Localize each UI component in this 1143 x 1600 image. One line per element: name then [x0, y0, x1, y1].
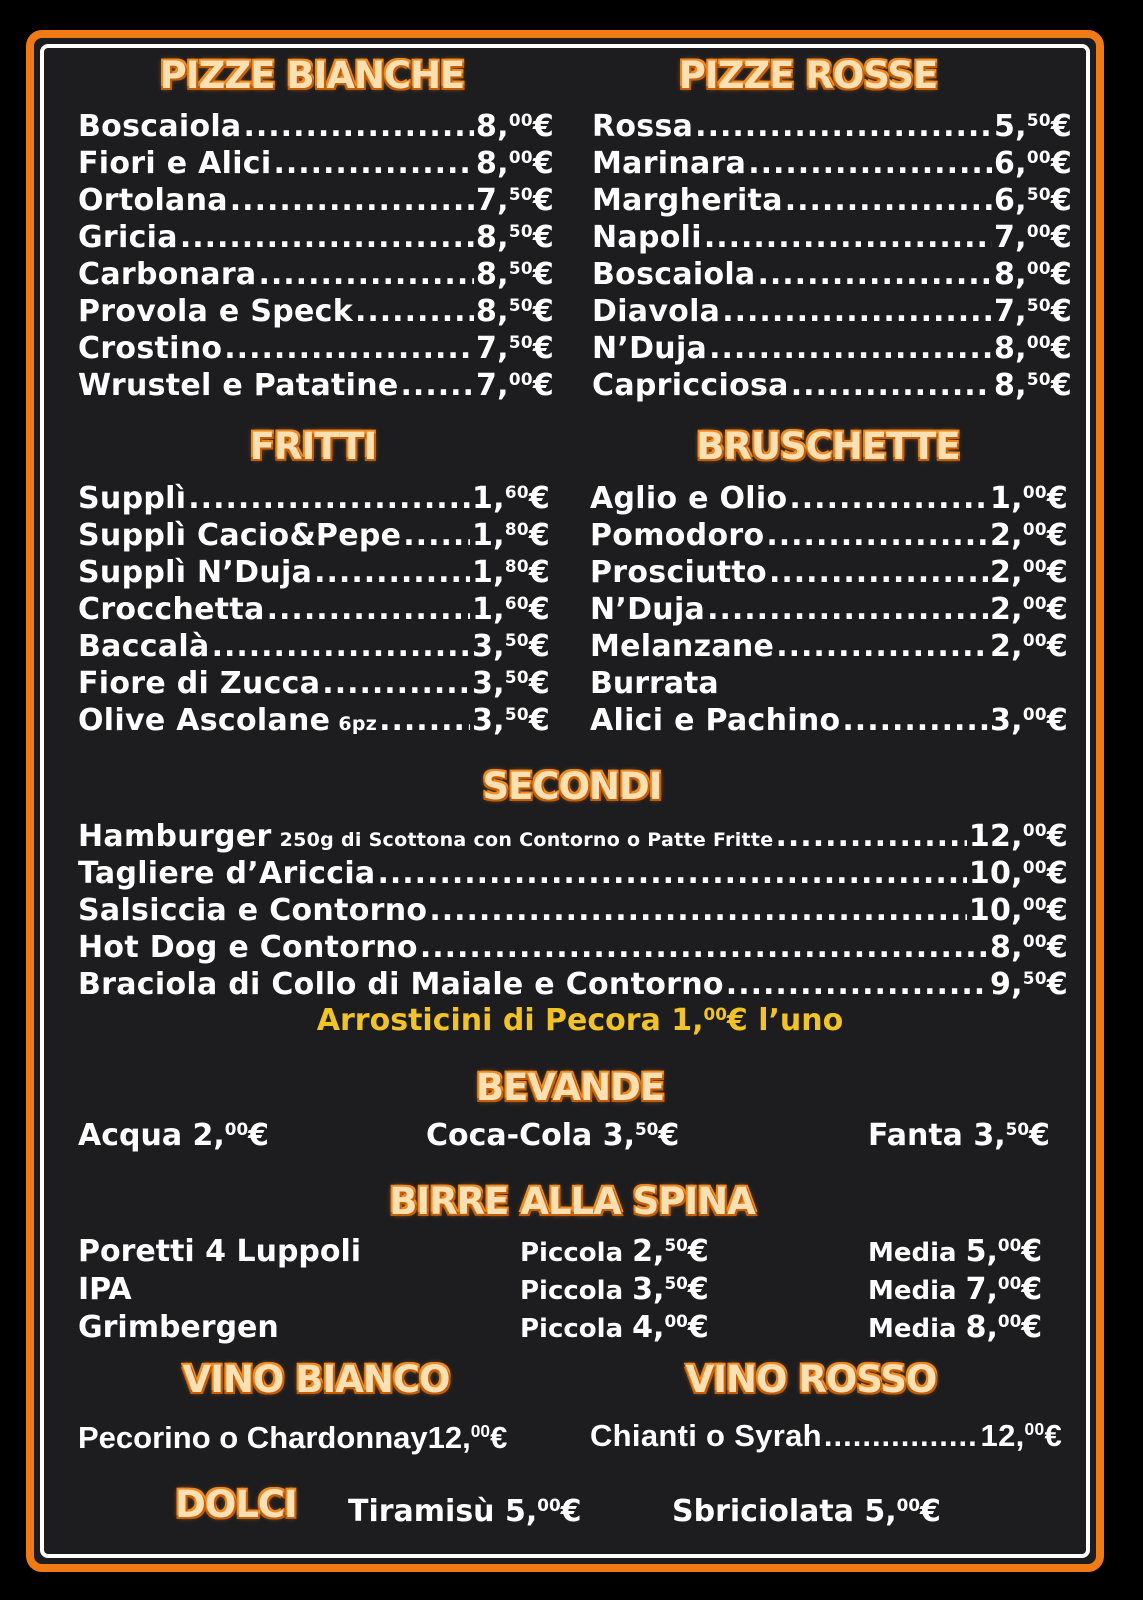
currency-symbol: € [1046, 856, 1068, 891]
item-name: Melanzane [590, 629, 775, 664]
beer-size-label: Piccola [520, 1314, 633, 1344]
dot-leader [230, 182, 474, 219]
price-decimals: 00 [1026, 220, 1051, 241]
item-name: Fiori e Alici [78, 146, 272, 181]
currency-symbol: € [687, 1234, 709, 1269]
item-name: Gricia [78, 220, 178, 255]
item-price: 8,00€ [475, 109, 554, 144]
currency-symbol: € [1050, 368, 1072, 403]
item-name: Carbonara [78, 257, 257, 292]
section-title-pizze-bianche: PIZZE BIANCHE [159, 54, 465, 97]
currency-symbol: € [248, 1118, 270, 1153]
item-name: Ortolana [78, 183, 228, 218]
menu-item [592, 182, 1072, 219]
dot-leader [258, 256, 474, 293]
price-decimals: 00 [896, 1494, 921, 1515]
item-price: 12,00€ [427, 1420, 508, 1455]
section-title-bruschette: BRUSCHETTE [696, 425, 960, 468]
item-name: Salsiccia e Contorno [78, 893, 428, 928]
item-price: 10,00€ [968, 856, 1068, 891]
price-decimals: 50 [1026, 368, 1051, 389]
item-price: 7,00€ [965, 1272, 1043, 1307]
currency-symbol: € [532, 294, 554, 329]
dot-leader [776, 628, 988, 665]
price-decimals: 50 [504, 666, 529, 687]
dot-leader [776, 818, 967, 855]
price-decimals: 00 [224, 1118, 249, 1139]
currency-symbol: € [528, 592, 550, 627]
currency-symbol: € [532, 183, 554, 218]
item-price: 7,00€ [475, 368, 554, 403]
item-price: 1,80€ [471, 555, 550, 590]
item-price: 7,00€ [993, 220, 1072, 255]
item-price: 1,60€ [471, 592, 550, 627]
price-decimals: 60 [504, 481, 529, 502]
dot-leader [789, 480, 988, 517]
price-decimals: 50 [508, 257, 533, 278]
menu-item [78, 966, 1068, 1003]
menu-item [590, 554, 1068, 591]
currency-symbol: € [687, 1272, 709, 1307]
currency-symbol: € [532, 257, 554, 292]
beer-name: IPA [78, 1272, 132, 1307]
item-name: Rossa [592, 109, 694, 144]
price-decimals: 00 [1022, 893, 1047, 914]
menu-item [78, 219, 554, 256]
section-title-pizze-rosse: PIZZE ROSSE [678, 54, 938, 97]
dot-leader [403, 517, 470, 554]
item-price: 6,50€ [993, 183, 1072, 218]
menu-item [590, 591, 1068, 628]
dot-leader [273, 145, 474, 182]
item-name: Supplì Cacio&Pepe [78, 518, 402, 553]
menu-item [78, 892, 1068, 929]
currency-symbol: € [528, 481, 550, 516]
dot-leader [379, 702, 470, 739]
item-price: 8,50€ [475, 220, 554, 255]
item-name: Crostino [78, 331, 223, 366]
price-decimals: 00 [997, 1234, 1022, 1255]
dot-leader [757, 256, 992, 293]
currency-symbol: € [532, 331, 554, 366]
menu-item [78, 293, 554, 330]
menu-item [592, 367, 1072, 404]
item-name: Hamburger [78, 819, 272, 854]
item-name: Diavola [592, 294, 721, 329]
item-price: 5,50€ [993, 109, 1072, 144]
currency-symbol: € [1046, 930, 1068, 965]
item-price: 7,50€ [993, 294, 1072, 329]
item-price: 2,00€ [989, 592, 1068, 627]
currency-symbol: € [528, 555, 550, 590]
section-title-vino-rosso: VINO ROSSO [685, 1358, 937, 1401]
dot-leader [429, 892, 967, 929]
wine-white-item: Pecorino o Chardonnay12,00€ [78, 1420, 508, 1455]
price-decimals: 00 [1022, 930, 1047, 951]
menu-item [78, 855, 1068, 892]
dot-leader [722, 293, 992, 330]
item-price: 1,60€ [471, 481, 550, 516]
item-name: Provola e Speck [78, 294, 353, 329]
currency-symbol: € [1046, 481, 1068, 516]
currency-symbol: € [1050, 257, 1072, 292]
item-price: 3,50€ [471, 629, 550, 664]
dot-leader [707, 591, 988, 628]
item-name: Prosciutto [590, 555, 767, 590]
currency-symbol: € [490, 1420, 508, 1455]
currency-symbol: € [1046, 629, 1068, 664]
menu-item [78, 367, 554, 404]
price-decimals: 00 [1022, 481, 1047, 502]
price-decimals: 50 [1026, 294, 1051, 315]
item-name: Aglio e Olio [590, 481, 788, 516]
item-name: N’Duja [590, 592, 706, 627]
price-decimals: 00 [1024, 1419, 1045, 1440]
price-decimals: 00 [1022, 819, 1047, 840]
section-title-birre-alla-spina: BIRRE ALLA SPINA [389, 1180, 755, 1223]
price-decimals: 50 [664, 1234, 688, 1255]
price-decimals: 00 [1022, 703, 1047, 724]
price-decimals: 50 [504, 629, 529, 650]
menu-item [592, 330, 1072, 367]
item-price: 2,00€ [989, 518, 1068, 553]
item-price: 7,50€ [475, 331, 554, 366]
item-note: 250g di Scottona con Contorno o Patte Fritte [279, 829, 774, 851]
dot-leader [267, 591, 470, 628]
dot-leader [377, 855, 966, 892]
currency-symbol: € [1029, 1118, 1050, 1153]
menu-item [592, 256, 1072, 293]
price-decimals: 80 [504, 555, 529, 576]
section-title-secondi: SECONDI [482, 765, 662, 808]
item-price: 3,50€ [471, 703, 550, 738]
dot-leader [766, 517, 988, 554]
item-name: Pomodoro [590, 518, 765, 553]
menu-item [590, 480, 1068, 517]
price-decimals: 00 [1022, 518, 1047, 539]
currency-symbol: € [1046, 967, 1068, 1002]
menu-item [78, 182, 554, 219]
currency-symbol: € [1046, 819, 1068, 854]
currency-symbol: € [528, 629, 550, 664]
menu-item [78, 256, 554, 293]
item-price: 4,00€ [632, 1310, 709, 1345]
currency-symbol: € [1046, 592, 1068, 627]
section-title-bevande: BEVANDE [475, 1066, 665, 1109]
item-name: Supplì N’Duja [78, 555, 313, 590]
currency-symbol: € [1050, 294, 1072, 329]
dot-leader [785, 182, 992, 219]
item-price: 5,00€ [965, 1234, 1043, 1269]
currency-symbol: € [658, 1118, 680, 1153]
beer-small-price [520, 1272, 709, 1307]
item-price: 8,00€ [475, 146, 554, 181]
item-price: 2,00€ [989, 629, 1068, 664]
item-name: Wrustel e Patatine [78, 368, 399, 403]
item-price: 8,50€ [993, 368, 1072, 403]
currency-symbol: € [560, 1494, 582, 1529]
dot-leader [224, 330, 474, 367]
item-price: 2,50€ [632, 1234, 709, 1269]
item-price: 3,50€ [632, 1272, 709, 1307]
item-name: Braciola di Collo di Maiale e Contorno [78, 967, 724, 1002]
item-name: Alici e Pachino [590, 703, 841, 738]
currency-symbol: € [920, 1494, 941, 1529]
item-price: 8,00€ [993, 257, 1072, 292]
menu-item [590, 517, 1068, 554]
price-decimals: 00 [508, 368, 533, 389]
beer-medium-price [868, 1272, 1042, 1307]
dot-leader [401, 367, 474, 404]
item-price: 8,00€ [993, 331, 1072, 366]
menu-item-burrata-line: Burrata [590, 666, 719, 701]
currency-symbol: € [1050, 183, 1072, 218]
beer-size-label: Media [868, 1314, 966, 1344]
currency-symbol: € [1050, 146, 1072, 181]
item-price: 8,50€ [475, 294, 554, 329]
dot-leader [695, 108, 992, 145]
price-decimals: 00 [508, 109, 533, 130]
menu-item [78, 480, 550, 517]
item-name: Hot Dog e Contorno [78, 930, 418, 965]
item-name: Crocchetta [78, 592, 265, 627]
dot-leader [791, 367, 992, 404]
price-decimals: 00 [664, 1310, 688, 1331]
dot-leader [842, 702, 988, 739]
menu-item [590, 702, 1068, 739]
currency-symbol: € [1046, 703, 1068, 738]
currency-symbol: € [1050, 331, 1072, 366]
beer-small-price [520, 1234, 709, 1269]
price-decimals: 00 [703, 1003, 727, 1024]
dot-leader [314, 554, 470, 591]
dot-leader [355, 293, 474, 330]
item-price: 12,00€ [968, 819, 1068, 854]
price-decimals: 00 [508, 146, 533, 167]
menu-item [592, 293, 1072, 330]
section-title-vino-bianco: VINO BIANCO [182, 1358, 450, 1401]
dot-leader [824, 1417, 979, 1454]
menu-item [78, 702, 550, 739]
currency-symbol: € [1050, 109, 1072, 144]
item-name: Margherita [592, 183, 783, 218]
menu-item [78, 517, 550, 554]
item-price: 3,50€ [471, 666, 550, 701]
menu-item [592, 219, 1072, 256]
price-decimals: 00 [1022, 856, 1047, 877]
drink-item: Acqua 2,00€ [78, 1118, 270, 1153]
currency-symbol: € [1050, 220, 1072, 255]
menu-item [78, 665, 550, 702]
dot-leader [709, 330, 992, 367]
currency-symbol: € [1046, 893, 1068, 928]
price-decimals: 50 [508, 294, 533, 315]
item-price: 2,00€ [989, 555, 1068, 590]
currency-symbol: € [528, 518, 550, 553]
beer-size-label: Piccola [520, 1276, 633, 1306]
menu-item [590, 1417, 1062, 1454]
item-name: Tagliere d’Ariccia [78, 856, 376, 891]
section-title-dolci: DOLCI [175, 1483, 297, 1526]
dessert-item: Sbriciolata 5,00€ [672, 1494, 941, 1529]
section-title-fritti: FRITTI [249, 425, 377, 468]
price-decimals: 60 [504, 592, 529, 613]
price-decimals: 00 [1022, 592, 1047, 613]
dot-leader [726, 966, 988, 1003]
beer-medium-price [868, 1310, 1042, 1345]
item-price: 8,00€ [989, 930, 1068, 965]
dot-leader [748, 145, 992, 182]
dot-leader [420, 929, 988, 966]
item-price: 12,00€ [980, 1418, 1062, 1453]
currency-symbol: € [1044, 1418, 1062, 1453]
dot-leader [188, 480, 470, 517]
item-price: 3,00€ [989, 703, 1068, 738]
arrosticini-note: Arrosticini di Pecora 1,00€ l’uno [316, 1003, 844, 1038]
price-decimals: 50 [1026, 109, 1051, 130]
price-decimals: 00 [470, 1421, 491, 1442]
price-decimals: 50 [504, 703, 529, 724]
item-name: Supplì [78, 481, 187, 516]
item-name: Fiore di Zucca [78, 666, 321, 701]
item-price: 8,50€ [475, 257, 554, 292]
item-price: 10,00€ [968, 893, 1068, 928]
price-decimals: 00 [1026, 146, 1051, 167]
item-price: 1,80€ [471, 518, 550, 553]
item-name: Olive Ascolane [78, 703, 331, 738]
beer-small-price [520, 1310, 709, 1345]
price-decimals: 50 [508, 331, 533, 352]
dot-leader [322, 665, 470, 702]
item-name: Marinara [592, 146, 747, 181]
item-price: 9,50€ [989, 967, 1068, 1002]
price-decimals: 80 [504, 518, 529, 539]
beer-name: Poretti 4 Luppoli [78, 1234, 362, 1269]
price-decimals: 50 [664, 1272, 688, 1293]
currency-symbol: € [528, 703, 550, 738]
item-price: 1,00€ [989, 481, 1068, 516]
price-decimals: 50 [1022, 967, 1047, 988]
price-decimals: 50 [1026, 183, 1051, 204]
dot-leader [180, 219, 474, 256]
item-name: Boscaiola [78, 109, 242, 144]
menu-item [78, 818, 1068, 855]
menu-item [78, 330, 554, 367]
price-decimals: 00 [1026, 331, 1051, 352]
item-name: Napoli [592, 220, 702, 255]
beer-size-label: Piccola [520, 1238, 633, 1268]
price-decimals: 00 [997, 1272, 1022, 1293]
dot-leader [243, 108, 474, 145]
currency-symbol: € [1021, 1234, 1043, 1269]
price-decimals: 50 [634, 1118, 659, 1139]
item-price: 8,00€ [965, 1310, 1043, 1345]
currency-symbol: € [532, 109, 554, 144]
item-name: Chianti o Syrah [590, 1418, 822, 1453]
currency-symbol: € [532, 146, 554, 181]
item-price: 7,50€ [475, 183, 554, 218]
dot-leader [212, 628, 470, 665]
menu-item [592, 145, 1072, 182]
dot-leader [769, 554, 988, 591]
menu-item [590, 628, 1068, 665]
beer-name: Grimbergen [78, 1310, 279, 1345]
price-decimals: 50 [1005, 1118, 1029, 1139]
dot-leader [704, 219, 992, 256]
currency-symbol: € [1021, 1272, 1043, 1307]
currency-symbol: € [532, 368, 554, 403]
price-decimals: 50 [508, 220, 533, 241]
price-decimals: 00 [1022, 629, 1047, 650]
price-decimals: 50 [508, 183, 533, 204]
beer-medium-price [868, 1234, 1042, 1269]
beer-size-label: Media [868, 1238, 966, 1268]
currency-symbol: € [1046, 518, 1068, 553]
price-decimals: 00 [1026, 257, 1051, 278]
currency-symbol: € [1046, 555, 1068, 590]
item-name: Boscaiola [592, 257, 756, 292]
drink-item: Fanta 3,50€ [868, 1118, 1050, 1153]
menu-item [78, 145, 554, 182]
menu-item [78, 628, 550, 665]
currency-symbol: € [1021, 1310, 1043, 1345]
menu-item [592, 108, 1072, 145]
item-note: 6pz [338, 713, 378, 735]
beer-size-label: Media [868, 1276, 966, 1306]
price-decimals: 00 [997, 1310, 1022, 1331]
price-decimals: 00 [1022, 555, 1047, 576]
menu-item [78, 591, 550, 628]
item-name: Baccalà [78, 629, 210, 664]
item-price: 6,00€ [993, 146, 1072, 181]
dessert-item: Tiramisù 5,00€ [348, 1494, 582, 1529]
menu-item [78, 929, 1068, 966]
menu-item [78, 108, 554, 145]
currency-symbol: € [687, 1310, 709, 1345]
menu-item [78, 554, 550, 591]
drink-item: Coca-Cola 3,50€ [426, 1118, 680, 1153]
currency-symbol: € [532, 220, 554, 255]
item-name: Capricciosa [592, 368, 789, 403]
currency-symbol: € [528, 666, 550, 701]
item-name: N’Duja [592, 331, 708, 366]
price-decimals: 00 [537, 1494, 561, 1515]
